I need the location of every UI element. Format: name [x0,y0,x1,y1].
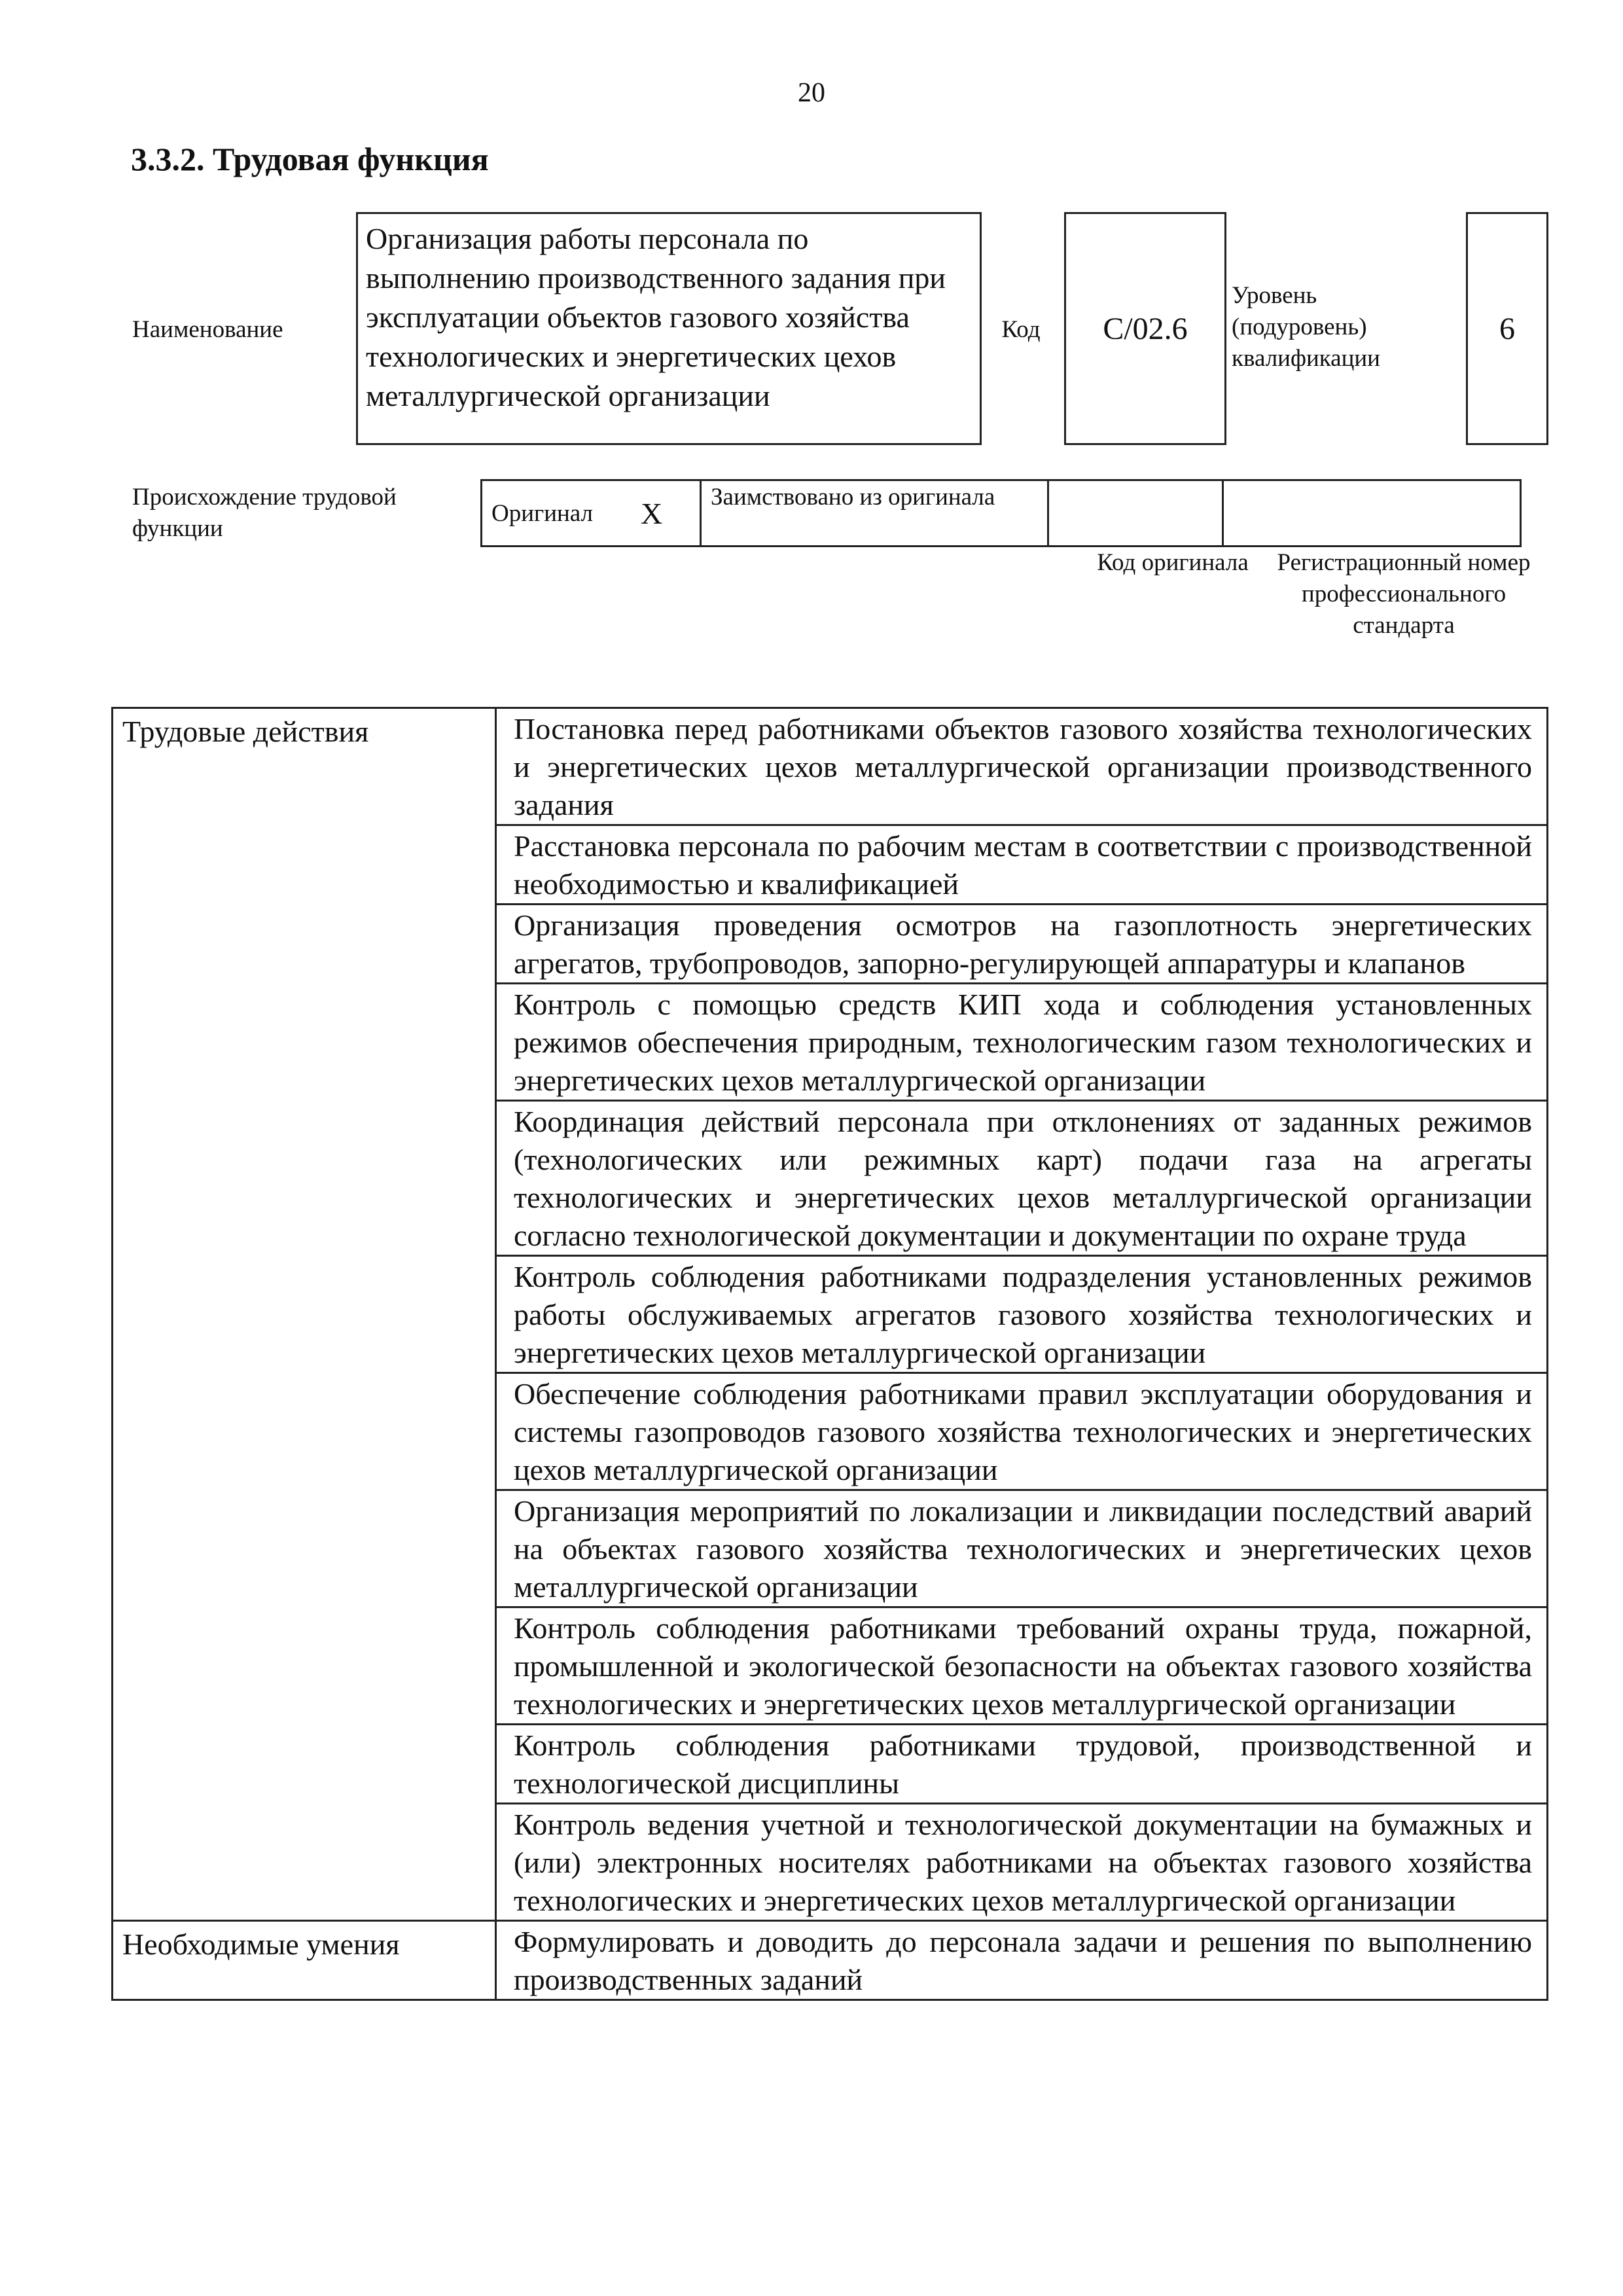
labor-action-item: Контроль ведения учетной и технологической документации на бумажных и (или) электронных носителях работниками на объектах газового хозяйства технологических и энергетических цехов металлургической организации [496,1804,1548,1921]
labor-action-item: Организация проведения осмотров на газоплотность энергетических агрегатов, трубопроводов, запорно-регулирующей аппаратуры и клапанов [496,905,1548,984]
origin-label: Происхождение трудовой функции [132,484,397,542]
labor-action-item: Контроль соблюдения работниками подразделения установленных режимов работы обслуживаемых агрегатов газового хозяйства технологических и энергетических цехов металлургической организации [496,1256,1548,1373]
labor-action-item: Обеспечение соблюдения работниками правил эксплуатации оборудования и системы газопроводов газового хозяйства технологических и энергетических цехов металлургической организации [496,1373,1548,1490]
labor-action-item: Организация мероприятий по локализации и ликвидации последствий аварий на объектах газового хозяйства технологических и энергетических цехов металлургической организации [496,1490,1548,1607]
required-skill-item: Формулировать и доводить до персонала задачи и решения по выполнению производственных заданий [496,1921,1548,2000]
function-code: C/02.6 [1064,212,1226,445]
original-code-cell [1048,480,1223,547]
labor-action-item: Контроль соблюдения работниками трудовой, производственной и технологической дисциплины [496,1725,1548,1804]
qualification-level: 6 [1466,212,1548,445]
code-label: Код [1001,316,1041,343]
labor-action-item: Координация действий персонала при отклонениях от заданных режимов (технологических или режимных карт) подачи газа на агрегаты технологических и энергетических цехов металлургической организации согласно технологической документации и документации по охране труда [496,1101,1548,1256]
borrowed-label: Заимствовано из оригинала [701,480,1048,547]
original-label: Оригинал [482,480,632,547]
labor-action-item: Постановка перед работниками объектов газового хозяйства технологических и энергетических цехов металлургической организации производственного задания [496,708,1548,825]
reg-number-cell [1223,480,1521,547]
level-label: Уровень (подуровень) квалификации [1232,282,1380,372]
table-row [113,708,1548,825]
code-original-caption: Код оригинала [1097,549,1249,576]
function-name: Организация работы персонала по выполнению производственного задания при эксплуатации объектов газового хозяйства технологических и энергетических цехов металлургической организации [356,212,982,445]
original-mark: X [632,480,701,547]
origin-table [480,479,1522,547]
labor-function-table [111,707,1548,2001]
reg-number-caption: Регистрационный номер профессионального стандарта [1277,549,1531,639]
labor-action-item: Контроль соблюдения работниками требований охраны труда, пожарной, промышленной и экологической безопасности на объектах газового хозяйства технологических и энергетических цехов металлургической организации [496,1607,1548,1725]
section-title: 3.3.2. Трудовая функция [131,141,489,177]
required-skills-label: Необходимые умения [113,1921,496,2000]
table-row [113,1921,1548,2000]
labor-actions-label: Трудовые действия [113,708,496,1921]
name-label: Наименование [132,316,283,343]
labor-action-item: Контроль с помощью средств КИП хода и соблюдения установленных режимов обеспечения природным, технологическим газом технологических и энергетических цехов металлургической организации [496,984,1548,1101]
page-number: 20 [798,78,825,108]
labor-action-item: Расстановка персонала по рабочим местам в соответствии с производственной необходимостью и квалификацией [496,825,1548,905]
